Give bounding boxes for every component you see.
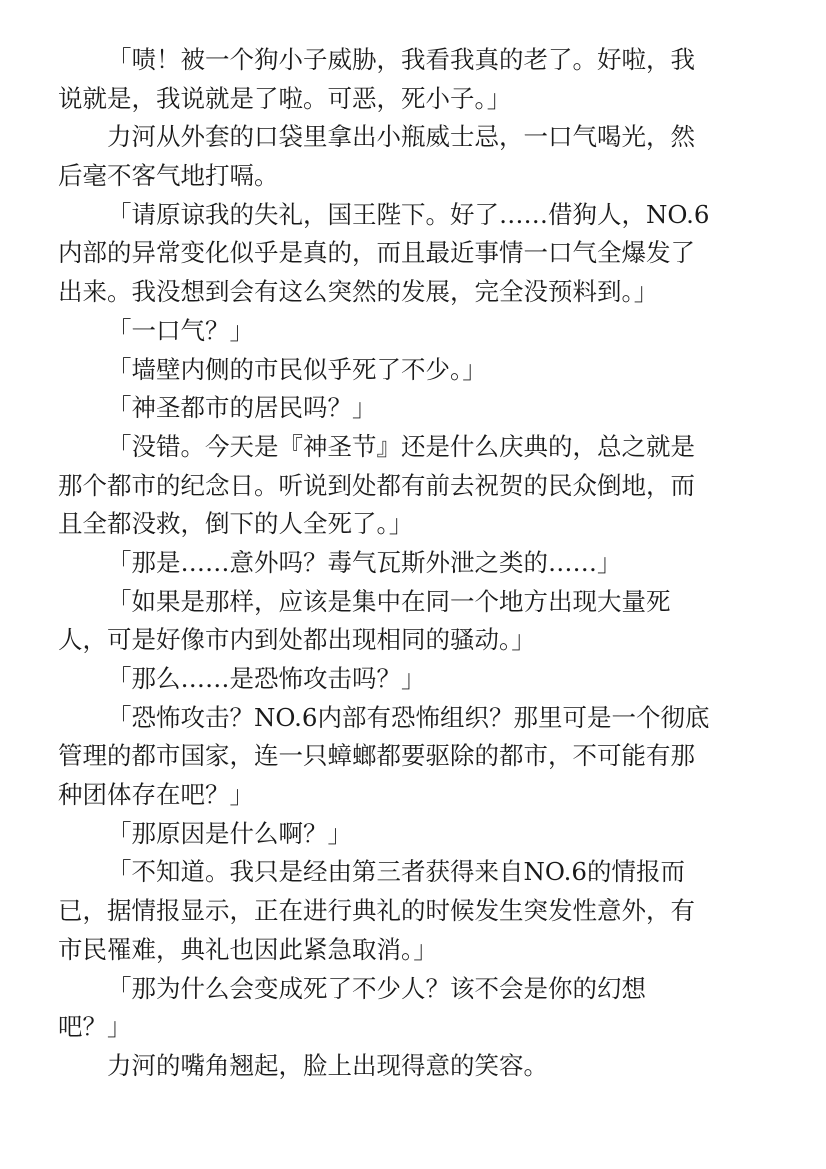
- paragraph: [58, 389, 758, 428]
- paragraph-first-line: 「请原谅我的失礼，国王陛下。好了……借狗人，NO.6: [107, 199, 710, 229]
- paragraph-first-line: 「不知道。我只是经由第三者获得来自NO.6的情报而: [107, 857, 685, 887]
- paragraph: [58, 970, 758, 1047]
- paragraph-first-line: 「那为什么会变成死了不少人？该不会是你的幻想: [107, 973, 646, 1003]
- paragraph: [58, 118, 758, 195]
- paragraph-line: 人，可是好像市内到处都出现相同的骚动。」: [58, 625, 536, 655]
- paragraph: [58, 815, 758, 854]
- paragraph: [58, 660, 758, 699]
- paragraph: [58, 312, 758, 351]
- paragraph-first-line: 「墙壁内侧的市民似乎死了不少。」: [107, 354, 487, 384]
- paragraph-line: 吧？」: [58, 1012, 132, 1042]
- paragraph-first-line: 「没错。今天是『神圣节』还是什么庆典的，总之就是: [107, 431, 695, 461]
- paragraph-line: 说就是，我说就是了啦。可恶，死小子。」: [58, 83, 512, 113]
- paragraph: [58, 699, 758, 815]
- paragraph-first-line: 「如果是那样，应该是集中在同一个地方出现大量死: [107, 586, 671, 616]
- paragraph-first-line: 「啧！被一个狗小子威胁，我看我真的老了。好啦，我: [107, 45, 695, 74]
- paragraph-first-line: 「那是……意外吗？毒气瓦斯外泄之类的……」: [107, 547, 622, 577]
- paragraph-line: 已，据情报显示，正在进行典礼的时候发生突发性意外，有: [58, 896, 695, 926]
- paragraph-first-line: 「神圣都市的居民吗？」: [107, 393, 377, 423]
- paragraph-line: 市民罹难，典礼也因此紧急取消。」: [58, 934, 438, 964]
- paragraph-line: 内部的异常变化似乎是真的，而且最近事情一口气全爆发了: [58, 238, 695, 268]
- paragraph-first-line: 「一口气？」: [107, 315, 254, 345]
- text-body: [58, 41, 758, 1086]
- paragraph: [58, 196, 758, 312]
- paragraph: [58, 583, 758, 660]
- paragraph-first-line: 力河的嘴角翘起，脸上出现得意的笑容。: [107, 1050, 548, 1080]
- paragraph-first-line: 「那么……是恐怖攻击吗？」: [107, 664, 426, 693]
- paragraph: [58, 428, 758, 544]
- paragraph-line: 出来。我没想到会有这么突然的发展，完全没预料到。」: [58, 277, 659, 307]
- paragraph-first-line: 力河从外套的口袋里拿出小瓶威士忌，一口气喝光，然: [107, 122, 695, 152]
- paragraph-first-line: 「那原因是什么啊？」: [107, 818, 352, 848]
- paragraph: [58, 351, 758, 390]
- paragraph: [58, 544, 758, 583]
- paragraph-line: 那个都市的纪念日。听说到处都有前去祝贺的民众倒地，而: [58, 470, 695, 500]
- paragraph: [58, 41, 758, 118]
- paragraph-line: 种团体存在吧？」: [58, 780, 254, 810]
- paragraph-line: 管理的都市国家，连一只蟑螂都要驱除的都市，不可能有那: [58, 741, 695, 771]
- paragraph-line: 后毫不客气地打嗝。: [58, 161, 279, 191]
- paragraph: [58, 853, 758, 969]
- paragraph-first-line: 「恐怖攻击？NO.6内部有恐怖组织？那里可是一个彻底: [107, 702, 710, 732]
- paragraph-line: 且全都没救，倒下的人全死了。」: [58, 509, 414, 539]
- paragraph: [58, 1047, 758, 1086]
